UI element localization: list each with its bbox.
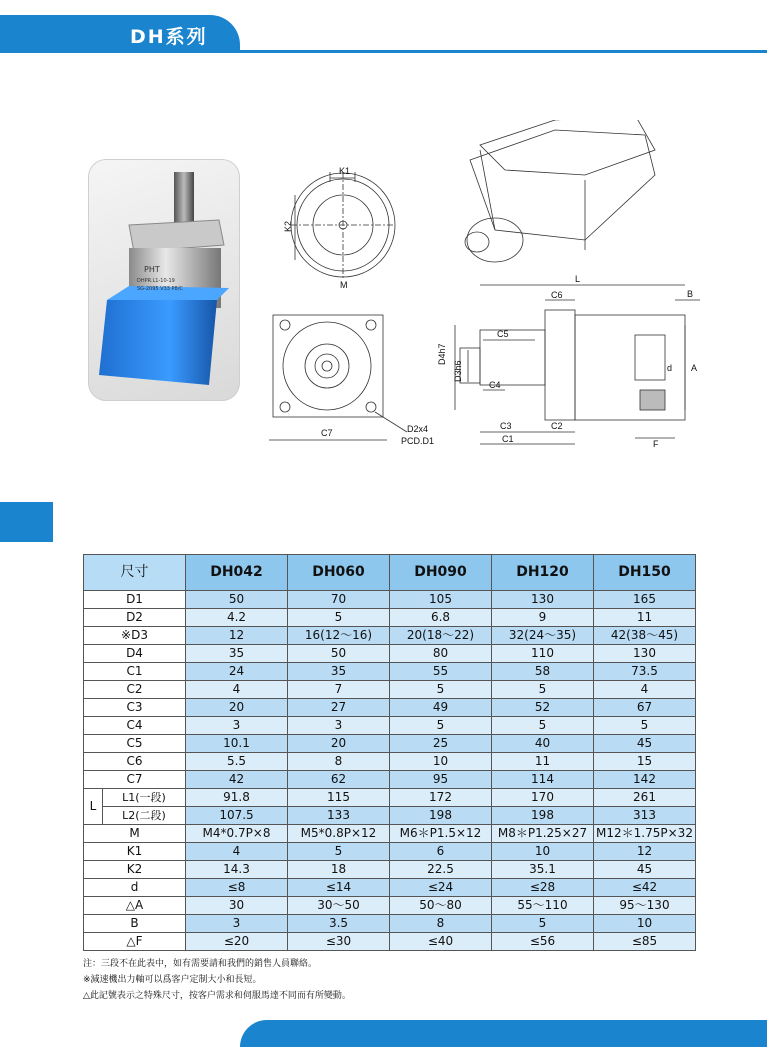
header-dh060: DH060 <box>288 555 390 591</box>
table-cell: 7 <box>288 681 390 699</box>
table-cell: 50 <box>186 591 288 609</box>
table-cell: 30～50 <box>288 897 390 915</box>
table-row <box>84 591 696 609</box>
table-cell: 20 <box>288 735 390 753</box>
header-dh090: DH090 <box>390 555 492 591</box>
row-label: ※D3 <box>84 627 186 645</box>
photo-model-label: DHPR.L1-10-19 <box>137 278 175 284</box>
table-cell: 5 <box>492 915 594 933</box>
table-cell: 5 <box>492 717 594 735</box>
table-cell: 14.3 <box>186 861 288 879</box>
page-title: DH系列 <box>130 26 208 48</box>
page-header <box>0 0 767 58</box>
table-cell: 50 <box>288 645 390 663</box>
table-cell: M4*0.7P×8 <box>186 825 288 843</box>
header-rule <box>200 50 767 53</box>
label-k2: K2 <box>283 220 293 232</box>
label-c3: C3 <box>500 421 512 431</box>
table-cell: 32(24～35) <box>492 627 594 645</box>
table-cell: ≤56 <box>492 933 594 951</box>
footer-bar <box>240 1020 767 1047</box>
row-label: D1 <box>84 591 186 609</box>
table-header-row <box>84 555 696 591</box>
table-cell: M5*0.8P×12 <box>288 825 390 843</box>
label-l: L <box>575 274 581 284</box>
table-cell: 5 <box>288 843 390 861</box>
table-row <box>84 897 696 915</box>
table-cell: 5.5 <box>186 753 288 771</box>
table-row <box>84 771 696 789</box>
label-c6: C6 <box>551 290 563 300</box>
table-cell: 40 <box>492 735 594 753</box>
label-k1: K1 <box>339 166 351 176</box>
table-cell: 42 <box>186 771 288 789</box>
table-cell: 95 <box>390 771 492 789</box>
table-cell: 10.1 <box>186 735 288 753</box>
row-label: K1 <box>84 843 186 861</box>
table-cell: 11 <box>492 753 594 771</box>
product-photo <box>88 159 240 401</box>
table-cell: 45 <box>594 861 696 879</box>
table-cell: 6.8 <box>390 609 492 627</box>
table-cell: M6＊P1.5×12 <box>390 825 492 843</box>
table-cell: ≤20 <box>186 933 288 951</box>
label-c1: C1 <box>502 434 514 444</box>
table-cell: 114 <box>492 771 594 789</box>
table-cell: 42(38～45) <box>594 627 696 645</box>
table-cell: 35.1 <box>492 861 594 879</box>
spec-table <box>83 554 696 951</box>
table-cell: 10 <box>594 915 696 933</box>
label-c4: C4 <box>489 380 501 390</box>
table-row <box>84 843 696 861</box>
table-cell: 5 <box>390 717 492 735</box>
table-cell: 50～80 <box>390 897 492 915</box>
row-label: K2 <box>84 861 186 879</box>
table-cell: 16(12～16) <box>288 627 390 645</box>
table-row <box>84 789 696 807</box>
table-cell: 115 <box>288 789 390 807</box>
table-cell: 6 <box>390 843 492 861</box>
table-cell: 5 <box>288 609 390 627</box>
row-label: C4 <box>84 717 186 735</box>
table-cell: M12＊1.75P×32 <box>594 825 696 843</box>
photo-serial-label: SG-2095 V33 P8/C <box>137 286 183 292</box>
header-dh150: DH150 <box>594 555 696 591</box>
row-label: L1(一段) <box>122 791 166 804</box>
table-cell: 313 <box>594 807 696 825</box>
table-cell: 30 <box>186 897 288 915</box>
table-row <box>84 825 696 843</box>
table-cell: ≤30 <box>288 933 390 951</box>
label-d3h6: D3h6 <box>453 360 463 382</box>
row-label: △A <box>84 897 186 915</box>
table-cell: 261 <box>594 789 696 807</box>
footnote: ※減速機出力軸可以爲客户定制大小和長短。 <box>83 975 262 985</box>
table-cell: 55～110 <box>492 897 594 915</box>
label-c2: C2 <box>551 421 563 431</box>
row-label: d <box>84 879 186 897</box>
table-cell: 22.5 <box>390 861 492 879</box>
table-cell: ≤8 <box>186 879 288 897</box>
table-cell: 110 <box>492 645 594 663</box>
table-cell: 20(18～22) <box>390 627 492 645</box>
table-cell: 67 <box>594 699 696 717</box>
table-cell: M8＊P1.25×27 <box>492 825 594 843</box>
table-row <box>84 609 696 627</box>
table-cell: 9 <box>492 609 594 627</box>
row-label: C1 <box>84 663 186 681</box>
table-cell: 10 <box>390 753 492 771</box>
row-label: C7 <box>84 771 186 789</box>
table-cell: 8 <box>288 753 390 771</box>
table-cell: 27 <box>288 699 390 717</box>
header-dh042: DH042 <box>186 555 288 591</box>
table-cell: 80 <box>390 645 492 663</box>
table-cell: 20 <box>186 699 288 717</box>
table-cell: 170 <box>492 789 594 807</box>
row-label: △F <box>84 933 186 951</box>
table-cell: 18 <box>288 861 390 879</box>
table-cell: 198 <box>390 807 492 825</box>
table-cell: 130 <box>594 645 696 663</box>
table-cell: 12 <box>186 627 288 645</box>
l-group-cell <box>84 789 186 813</box>
l-group-label: L <box>84 789 103 824</box>
label-f: F <box>653 439 659 449</box>
table-cell: 73.5 <box>594 663 696 681</box>
table-cell: ≤24 <box>390 879 492 897</box>
table-cell: 49 <box>390 699 492 717</box>
table-cell: 24 <box>186 663 288 681</box>
label-d: d <box>667 363 673 373</box>
table-cell: 70 <box>288 591 390 609</box>
row-label: B <box>84 915 186 933</box>
row-label: C5 <box>84 735 186 753</box>
table-cell: 105 <box>390 591 492 609</box>
label-a: A <box>691 363 698 373</box>
footnote: △此記號表示之特殊尺寸，按客户需求和伺服馬達不同而有所變動。 <box>83 991 351 1001</box>
table-cell: 5 <box>492 681 594 699</box>
table-cell: 4 <box>594 681 696 699</box>
table-row <box>84 861 696 879</box>
table-cell: 45 <box>594 735 696 753</box>
table-cell: 15 <box>594 753 696 771</box>
table-cell: ≤28 <box>492 879 594 897</box>
label-m: M <box>340 280 348 290</box>
row-label: M <box>84 825 186 843</box>
footnote: 注：三段不在此表中，如有需要請和我們的銷售人員聯絡。 <box>83 959 318 969</box>
table-cell: 133 <box>288 807 390 825</box>
header-dimension: 尺寸 <box>84 555 186 591</box>
table-cell: 5 <box>594 717 696 735</box>
table-cell: 11 <box>594 609 696 627</box>
table-cell: 3 <box>288 717 390 735</box>
table-cell: 10 <box>492 843 594 861</box>
label-d2x4: D2x4 <box>407 424 429 434</box>
table-row <box>84 735 696 753</box>
table-cell: 5 <box>390 681 492 699</box>
photo-brand-label: PHT <box>144 265 160 274</box>
table-row <box>84 717 696 735</box>
table-row <box>84 681 696 699</box>
table-cell: 198 <box>492 807 594 825</box>
row-label: D2 <box>84 609 186 627</box>
table-cell: 3 <box>186 915 288 933</box>
row-label: C3 <box>84 699 186 717</box>
front-view-square <box>269 315 434 446</box>
label-c7: C7 <box>321 428 333 438</box>
table-cell: 3 <box>186 717 288 735</box>
label-d4h7: D4h7 <box>437 343 447 365</box>
table-cell: 3.5 <box>288 915 390 933</box>
side-view <box>437 274 700 449</box>
table-cell: 35 <box>186 645 288 663</box>
header-dh120: DH120 <box>492 555 594 591</box>
footnotes <box>83 956 351 1004</box>
table-cell: 35 <box>288 663 390 681</box>
table-cell: 142 <box>594 771 696 789</box>
label-pcd-d1: PCD.D1 <box>401 436 435 446</box>
table-row <box>84 879 696 897</box>
table-cell: 130 <box>492 591 594 609</box>
row-label: D4 <box>84 645 186 663</box>
table-cell: 52 <box>492 699 594 717</box>
table-cell: 58 <box>492 663 594 681</box>
table-row <box>84 699 696 717</box>
table-cell: 172 <box>390 789 492 807</box>
table-row <box>84 627 696 645</box>
table-cell: 4.2 <box>186 609 288 627</box>
table-row <box>84 645 696 663</box>
gearbox-photo-illustration <box>89 160 239 400</box>
table-row <box>84 807 696 825</box>
row-label: C2 <box>84 681 186 699</box>
side-tab-marker <box>0 502 53 542</box>
table-cell: 107.5 <box>186 807 288 825</box>
row-label: L2(二段) <box>122 809 166 822</box>
label-c5: C5 <box>497 329 509 339</box>
table-cell: 4 <box>186 843 288 861</box>
table-cell: 8 <box>390 915 492 933</box>
table-cell: 25 <box>390 735 492 753</box>
technical-drawings <box>255 120 715 460</box>
table-row <box>84 915 696 933</box>
table-cell: ≤14 <box>288 879 390 897</box>
table-cell: ≤42 <box>594 879 696 897</box>
front-view-round <box>283 166 395 290</box>
table-cell: 12 <box>594 843 696 861</box>
row-label: C6 <box>84 753 186 771</box>
table-row <box>84 933 696 951</box>
table-cell: ≤85 <box>594 933 696 951</box>
table-cell: ≤40 <box>390 933 492 951</box>
table-cell: 91.8 <box>186 789 288 807</box>
table-cell: 4 <box>186 681 288 699</box>
table-row <box>84 753 696 771</box>
label-b: B <box>687 289 694 299</box>
table-cell: 165 <box>594 591 696 609</box>
table-cell: 95～130 <box>594 897 696 915</box>
table-cell: 55 <box>390 663 492 681</box>
table-cell: 62 <box>288 771 390 789</box>
table-row <box>84 663 696 681</box>
isometric-view <box>465 120 655 262</box>
